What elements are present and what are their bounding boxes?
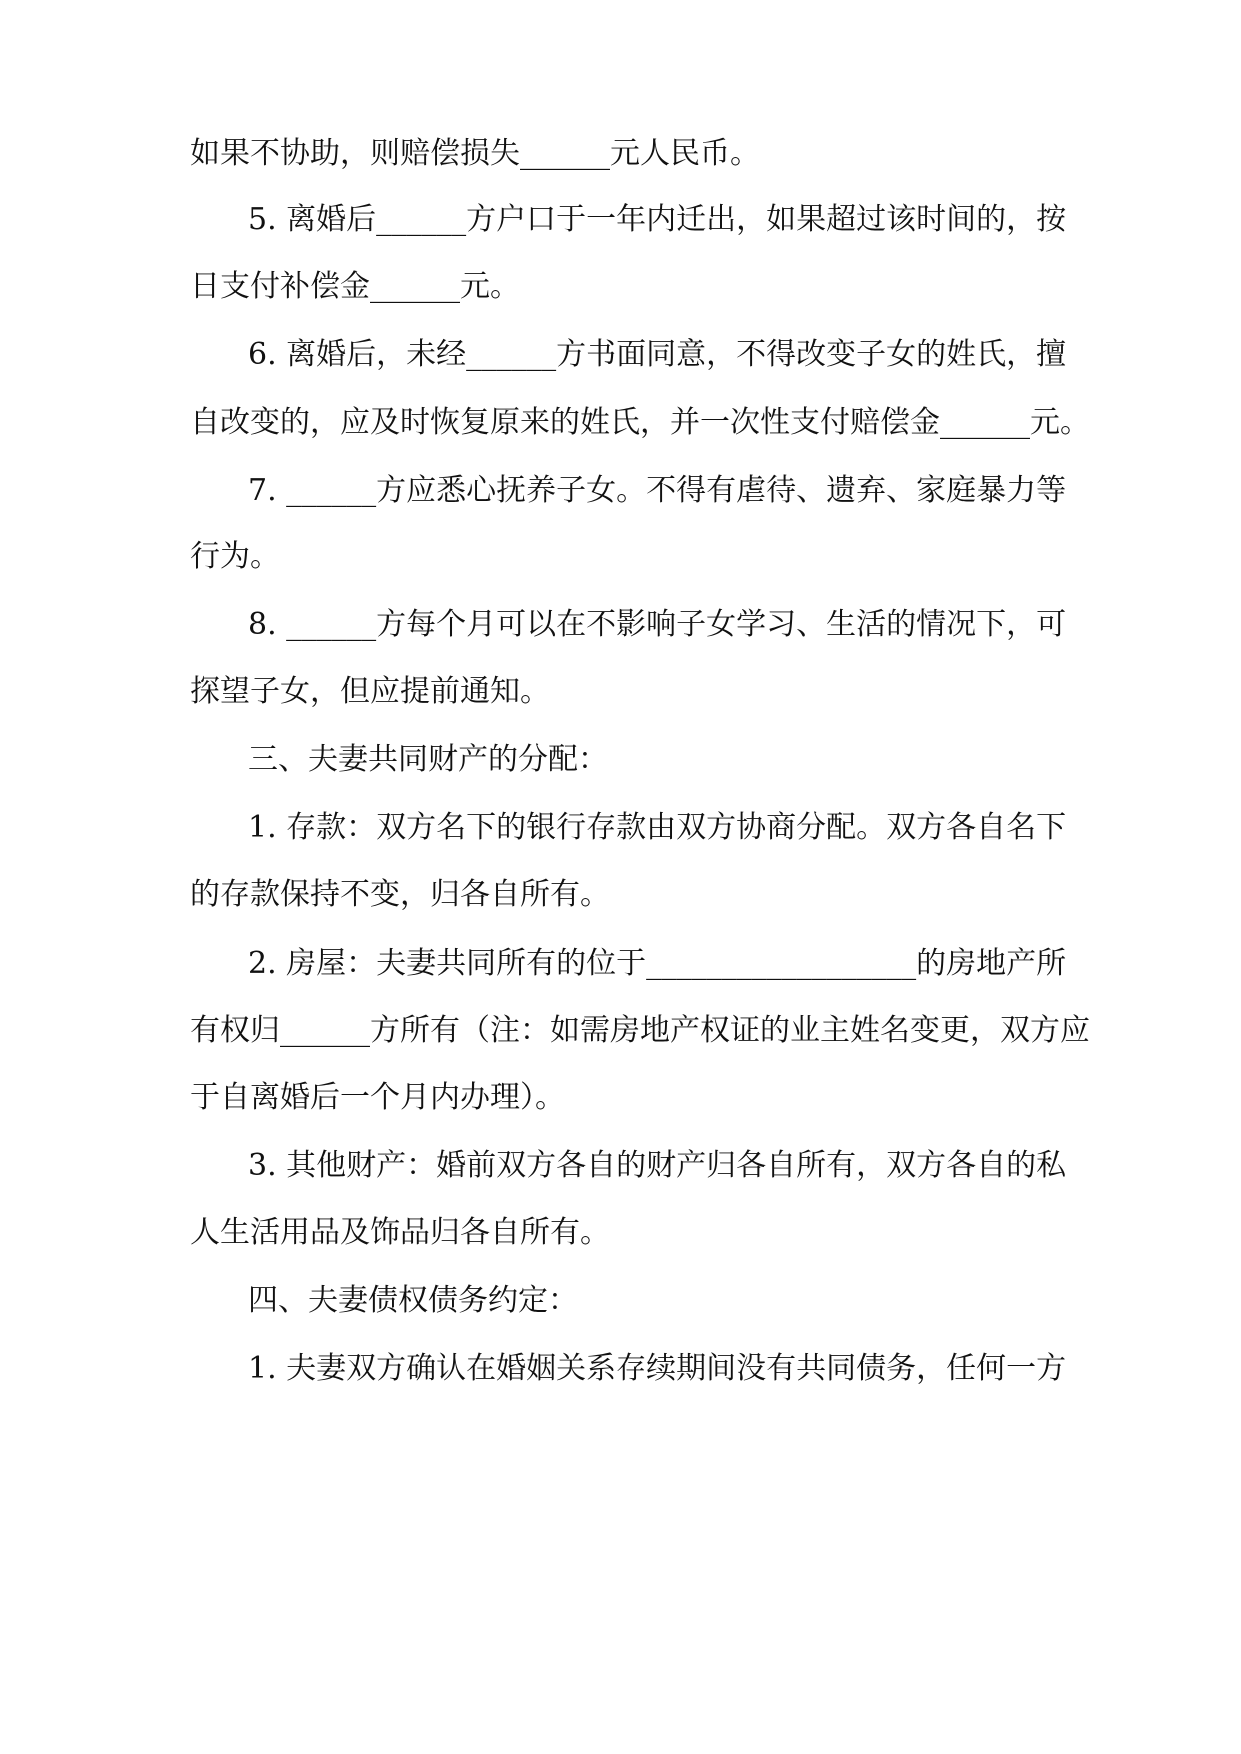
text-line-6: 7. ______方应悉心抚养子女。不得有虐待、遗弃、家庭暴力等 [248,473,1067,508]
text-line-9: 探望子女，但应提前通知。 [190,674,550,709]
text-line-5: 自改变的，应及时恢复原来的姓氏，并一次性支付赔偿金______元。 [190,405,1090,440]
text-line-3: 日支付补偿金______元。 [190,269,520,304]
text-line-2: 5. 离婚后______方户口于一年内迁出，如果超过该时间的，按 [248,202,1067,237]
text-line-16: 3. 其他财产：婚前双方各自的财产归各自所有，双方各自的私 [248,1148,1067,1183]
text-line-8: 8. ______方每个月可以在不影响子女学习、生活的情况下，可 [248,607,1067,642]
text-line-13: 2. 房屋：夫妻共同所有的位于__________________的房地产所 [248,946,1067,981]
text-line-12: 的存款保持不变，归各自所有。 [190,877,610,912]
text-line-11: 1. 存款：双方名下的银行存款由双方协商分配。双方各自名下 [248,810,1067,845]
text-line-4: 6. 离婚后，未经______方书面同意，不得改变子女的姓氏，擅 [248,337,1067,372]
text-line-14: 有权归______方所有（注：如需房地产权证的业主姓名变更，双方应 [190,1013,1090,1048]
text-line-17: 人生活用品及饰品归各自所有。 [190,1215,610,1250]
text-line-7: 行为。 [190,539,280,574]
text-line-19: 1. 夫妻双方确认在婚姻关系存续期间没有共同债务，任何一方 [248,1351,1067,1386]
text-line-15: 于自离婚后一个月内办理）。 [190,1080,565,1115]
section-heading-4: 四、夫妻债权债务约定： [248,1283,578,1318]
text-line-1: 如果不协助，则赔偿损失______元人民币。 [190,136,760,171]
section-heading-3: 三、夫妻共同财产的分配： [248,742,608,777]
